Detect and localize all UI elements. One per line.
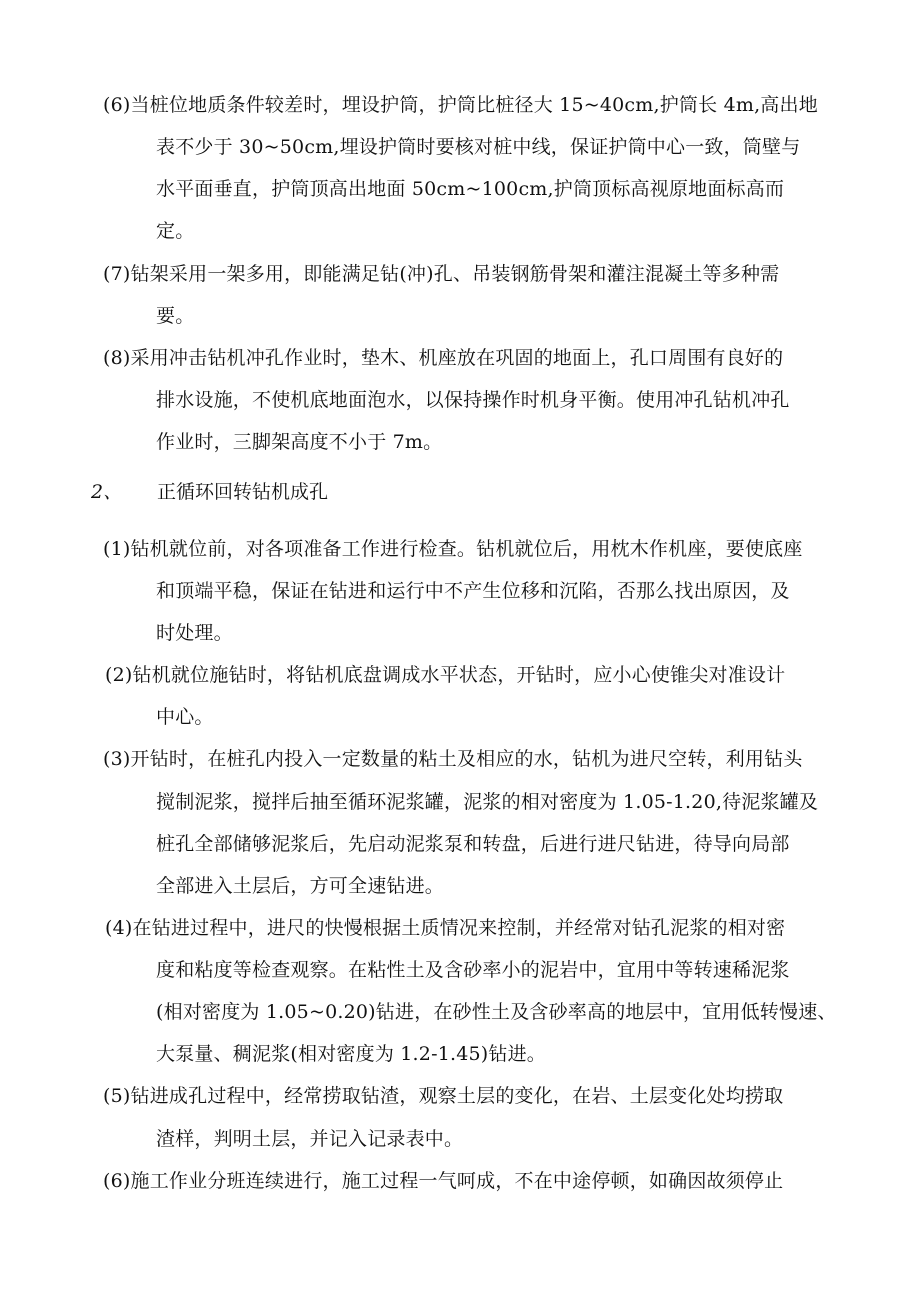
paragraph-line: (5)钻进成孔过程中，经常捞取钻渣，观察土层的变化，在岩、土层变化处均捞取: [103, 1085, 784, 1107]
paragraph-line: 度和粘度等检查观察。在粘性土及含砂率小的泥岩中，宜用中等转速稀泥浆: [156, 959, 790, 981]
paragraph-line: (6)当桩位地质条件较差时，埋设护筒，护筒比桩径大 15~40cm,护筒长 4m,高出地: [103, 94, 818, 116]
paragraph-line: 全部进入土层后，方可全速钻进。: [156, 875, 445, 897]
paragraph-line: (4)在钻进过程中，进尺的快慢根据土质情况来控制，并经常对钻孔泥浆的相对密: [105, 917, 786, 939]
paragraph-line: 中心。: [156, 706, 214, 728]
paragraph-line: 表不少于 30~50cm,埋设护筒时要核对桩中线，保证护筒中心一致，筒壁与: [156, 136, 801, 158]
paragraph-line: 定。: [156, 220, 195, 242]
paragraph-line: 排水设施，不使机底地面泡水，以保持操作时机身平衡。使用冲孔钻机冲孔: [156, 389, 790, 411]
paragraph-line: 水平面垂直，护筒顶高出地面 50cm~100cm,护筒顶标高视原地面标高而: [156, 178, 785, 200]
paragraph-line: (1)钻机就位前，对各项准备工作进行检查。钻机就位后，用枕木作机座，要使底座: [103, 538, 803, 560]
paragraph-line: 时处理。: [156, 622, 233, 644]
paragraph-line: (2)钻机就位施钻时，将钻机底盘调成水平状态，开钻时，应小心使锥尖对准设计: [105, 664, 786, 686]
paragraph-line: 桩孔全部储够泥浆后，先启动泥浆泵和转盘，后进行进尺钻进，待导向局部: [156, 833, 790, 855]
paragraph-line: 渣样，判明土层，并记入记录表中。: [156, 1128, 464, 1150]
paragraph-line: (6)施工作业分班连续进行，施工过程一气呵成，不在中途停顿，如确因故须停止: [103, 1170, 784, 1192]
paragraph-line: (相对密度为 1.05~0.20)钻进，在砂性土及含砂率高的地层中，宜用低转慢速、: [156, 1001, 837, 1023]
paragraph-line: 要。: [156, 305, 195, 327]
paragraph-line: (8)采用冲击钻机冲孔作业时，垫木、机座放在巩固的地面上，孔口周围有良好的: [103, 347, 784, 369]
section-title: 正循环回转钻机成孔: [157, 481, 329, 503]
paragraph-line: (7)钻架采用一架多用，即能满足钻(冲)孔、吊装钢筋骨架和灌注混凝土等多种需: [103, 263, 780, 285]
paragraph-line: (3)开钻时，在桩孔内投入一定数量的粘土及相应的水，钻机为进尺空转，利用钻头: [103, 748, 803, 770]
paragraph-line: 搅制泥浆，搅拌后抽至循环泥浆罐，泥浆的相对密度为 1.05-1.20,待泥浆罐及: [156, 791, 819, 813]
section-number: 2、: [91, 481, 123, 503]
paragraph-line: 作业时，三脚架高度不小于 7m。: [156, 431, 443, 453]
paragraph-line: 和顶端平稳，保证在钻进和运行中不产生位移和沉陷，否那么找出原因，及: [156, 580, 790, 602]
paragraph-line: 大泵量、稠泥浆(相对密度为 1.2-1.45)钻进。: [156, 1043, 547, 1065]
